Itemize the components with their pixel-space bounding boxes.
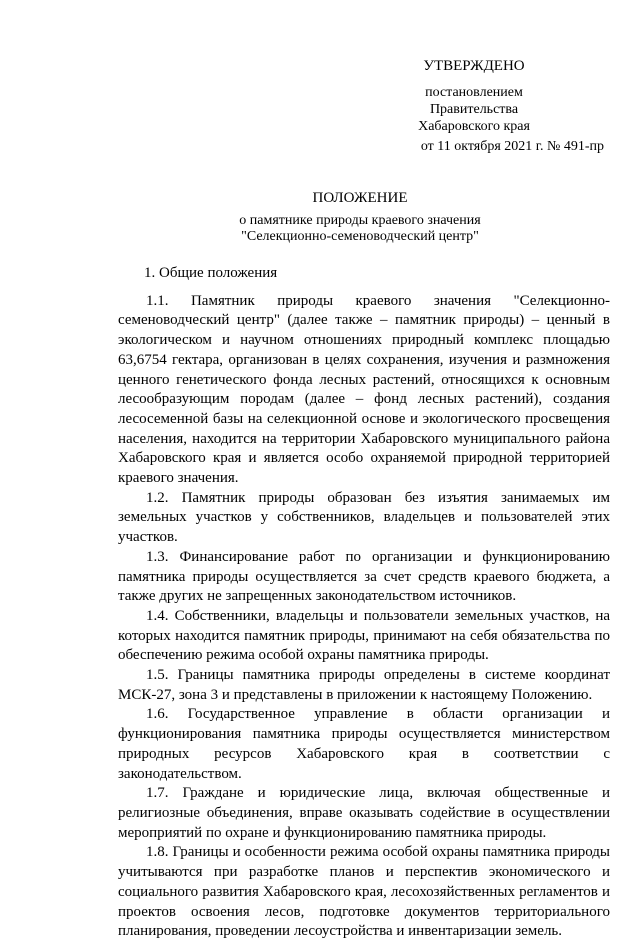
approval-stamp: [344, 58, 604, 155]
paragraph-1-1: 1.1. Памятник природы краевого значения "Селекционно-семеноводческий центр" (далее также – памятник природы) – ценный в экологическом и научном отношениях природный комплекс площадью 63,6754 гектара, организован в целях сохранения, изучения и размножения ценного генетического фонда лесных растений, относящихся к основным лесообразующим породам (далее – фонд лесных растений), создания лесосеменной базы на селекционной основе и экологического просвещения населения, находится на территории Хабаровского муниципального района Хабаровского края и является особо охраняемой природной территорией краевого значения.: [118, 292, 610, 487]
document-subtitle: [80, 213, 640, 245]
document-subtitle-line-1: о памятнике природы краевого значения: [239, 213, 481, 228]
approval-line-1: постановлением: [425, 85, 523, 100]
paragraph-1-7: 1.7. Граждане и юридические лица, включая общественные и религиозные объединения, вправе оказывать содействие в осуществлении мероприятий по охране и функционированию памятника природы.: [118, 785, 610, 841]
paragraph-1-8: 1.8. Границы и особенности режима особой охраны памятника природы учитываются при разработке планов и перспектив экономического и социального развития Хабаровского края, лесохозяйственных регламентов и проектов освоения лесов, подготовке документов территориального планирования, проведении лесоустройства и инвентаризации земель.: [118, 844, 610, 940]
approval-line-2: Правительства: [429, 102, 519, 117]
paragraph-1-3: 1.3. Финансирование работ по организации и функционированию памятника природы осуществляется за счет средств краевого бюджета, а также других не запрещенных законодательством источников.: [118, 548, 610, 605]
section-heading: 1. Общие положения: [144, 265, 278, 281]
approval-date-number: от 11 октября 2021 г. № 491-пр: [420, 139, 604, 154]
paragraph-1-6: 1.6. Государственное управление в области организации и функционирования памятника природы осуществляется министерством природных ресурсов Хабаровского края в соответствии с законодательством.: [118, 706, 610, 782]
approval-line-3: Хабаровского края: [418, 119, 530, 134]
document-title-block: [0, 190, 640, 245]
document-subtitle-line-2: "Селекционно-семеноводческий центр": [241, 229, 479, 244]
document-title: ПОЛОЖЕНИЕ: [312, 190, 408, 206]
document-body: [118, 264, 610, 942]
paragraph-1-4: 1.4. Собственники, владельцы и пользователи земельных участков, на которых находится памятник природы, принимают на себя обязательства по обеспечению режима особой охраны памятника природы.: [118, 607, 610, 664]
approval-heading: УТВЕРЖДЕНО: [423, 58, 525, 74]
paragraph-1-5: 1.5. Границы памятника природы определены в системе координат МСК-27, зона 3 и представлены в приложении к настоящему Положению.: [118, 667, 610, 703]
paragraph-1-2: 1.2. Памятник природы образован без изъятия занимаемых им земельных участков у собственников, владельцев и пользователей этих участков.: [118, 489, 610, 546]
